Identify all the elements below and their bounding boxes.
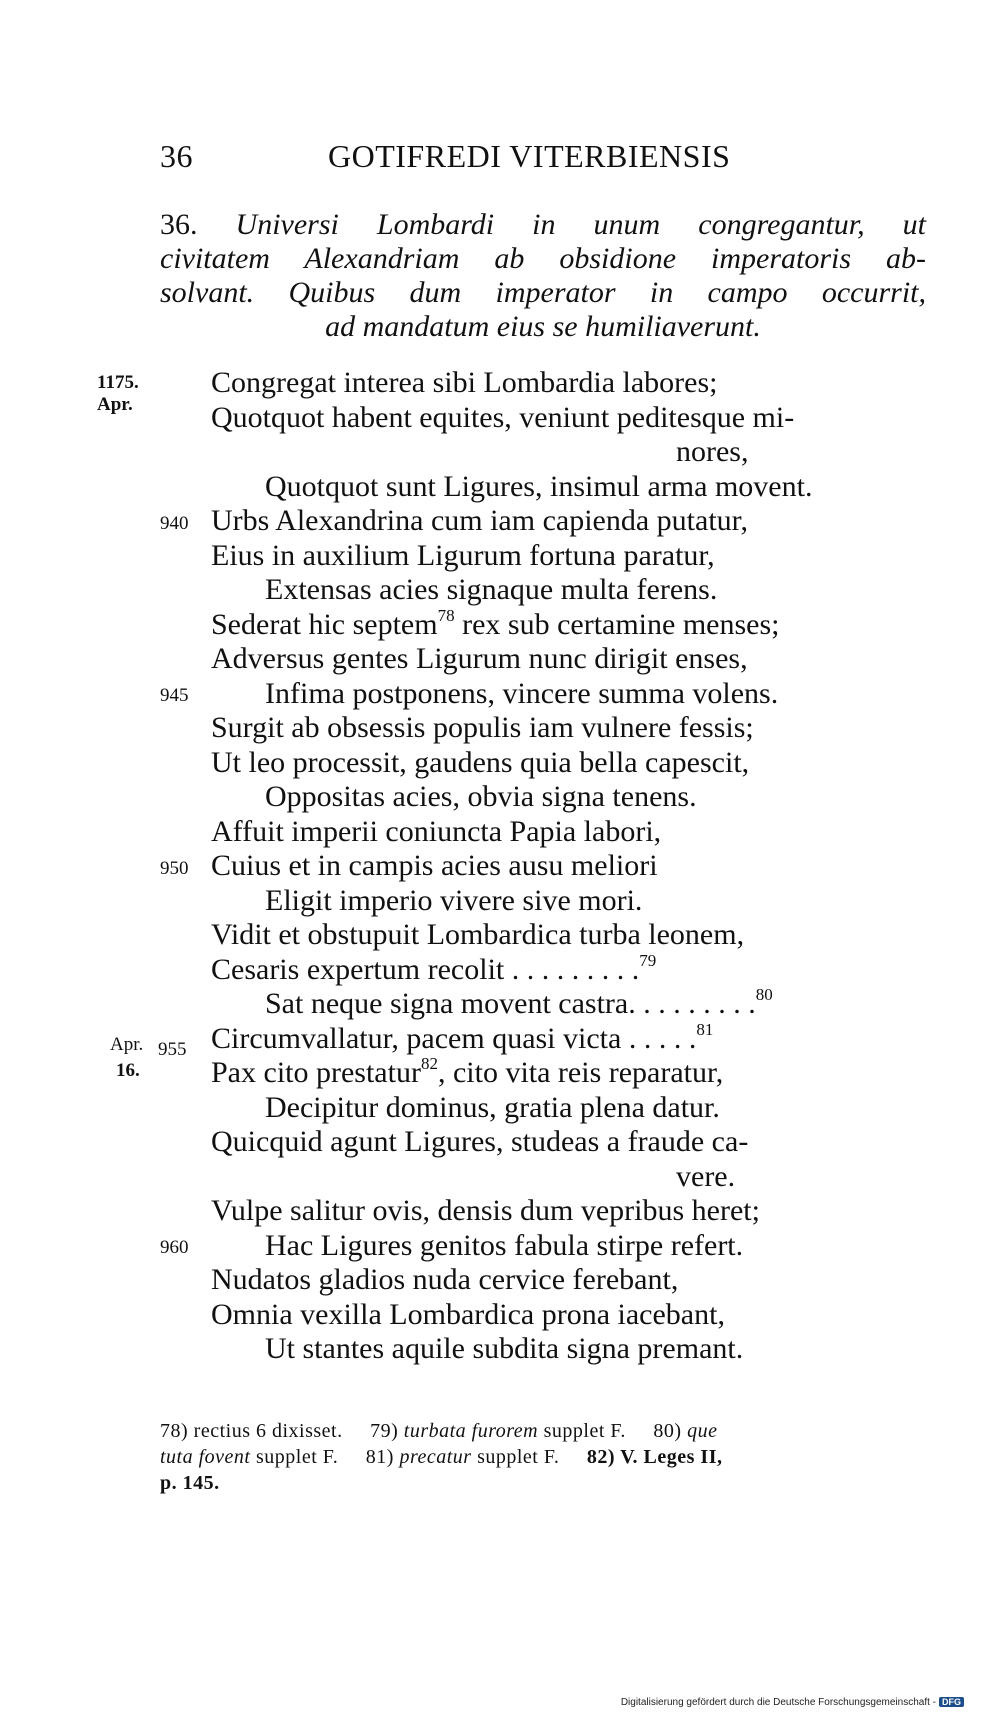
- rubric-line: civitatem Alexandriam ab obsidione imperatoris ab-: [160, 242, 926, 275]
- margin-date-month: Apr.: [110, 1034, 144, 1055]
- footnote-ref-81: 81: [696, 1020, 714, 1039]
- verse-line: Infima postponens, vincere summa volens.: [265, 677, 779, 710]
- verse-line-continuation: vere.: [676, 1160, 736, 1193]
- verse-line: Vidit et obstupuit Lombardica turba leonem,: [211, 918, 745, 951]
- footnotes: [160, 1418, 926, 1496]
- verse-text: rex sub certamine menses;: [454, 608, 780, 641]
- digitization-text: Digitalisierung gefördert durch die Deutsche Forschungsgemeinschaft -: [620, 1697, 936, 1708]
- dfg-logo-icon: DFG: [939, 1697, 964, 1707]
- footnote-80: 80) que: [653, 1420, 718, 1442]
- line-number: 960: [160, 1237, 189, 1258]
- verse-line: Extensas acies signaque multa ferens.: [265, 573, 718, 606]
- verse-line: [265, 987, 773, 1021]
- rubric-line: solvant. Quibus dum imperator in campo occurrit,: [160, 276, 926, 309]
- verse-line: Surgit ab obsessis populis iam vulnere fessis;: [211, 711, 754, 744]
- verse-line: Quotquot habent equites, veniunt peditesque mi-: [211, 401, 795, 434]
- verse-line: Congregat interea sibi Lombardia labores;: [211, 366, 718, 399]
- verse-line: Oppositas acies, obvia signa tenens.: [265, 780, 697, 813]
- verse-text: Cesaris expertum recolit . . . . . . . . .: [211, 953, 640, 986]
- verse-line: Quicquid agunt Ligures, studeas a fraude ca-: [211, 1125, 749, 1158]
- verse-text: Sederat hic septem: [211, 608, 438, 641]
- line-number: 950: [160, 858, 189, 879]
- verse-line: Eius in auxilium Ligurum fortuna paratur,: [211, 539, 715, 572]
- footnote-79: 79) turbata furorem supplet F.: [370, 1420, 626, 1442]
- verse-line: Affuit imperii coniuncta Papia labori,: [211, 815, 662, 848]
- footnote-line: [160, 1418, 926, 1444]
- chapter-number: 36.: [160, 208, 198, 241]
- verse-line: [211, 608, 779, 642]
- page-number: 36: [160, 138, 193, 174]
- verse-line: Ut stantes aquile subdita signa premant.: [265, 1332, 744, 1365]
- verse-line: Decipitur dominus, gratia plena datur.: [265, 1091, 720, 1124]
- verse-line: Cuius et in campis acies ausu meliori: [211, 849, 658, 882]
- footnote-ref-82: 82: [420, 1054, 438, 1073]
- verse-line-continuation: nores,: [676, 435, 749, 468]
- verse-text: Sat neque signa movent castra. . . . . . . . .: [265, 987, 756, 1020]
- digitization-notice: [621, 1697, 964, 1708]
- verse-line: [211, 1056, 723, 1090]
- footnote-line: tuta fovent supplet F. 81) precatur supplet F. 82) V. Leges II,: [160, 1446, 723, 1468]
- footnote-82: 82) V. Leges II,: [586, 1446, 723, 1468]
- line-number: 955: [158, 1039, 187, 1060]
- footnote-line: [160, 1470, 926, 1496]
- line-number: 945: [160, 685, 189, 706]
- margin-year: 1175.: [97, 372, 139, 393]
- footnote-ref-79: 79: [639, 951, 657, 970]
- verse-line: Ut leo processit, gaudens quia bella capescit,: [211, 746, 750, 779]
- rubric-text: Universi Lombardi in unum congregantur, ut: [235, 208, 927, 241]
- verse-line: Vulpe salitur ovis, densis dum vepribus heret;: [211, 1194, 760, 1227]
- verse-line: Quotquot sunt Ligures, insimul arma movent.: [265, 470, 813, 503]
- running-title: GOTIFREDI VITERBIENSIS: [328, 138, 731, 174]
- rubric-line: [160, 208, 926, 242]
- verse-line: [211, 1022, 713, 1056]
- chapter-rubric: [160, 208, 926, 344]
- verse-line: Eligit imperio vivere sive mori.: [265, 884, 643, 917]
- line-number: 940: [160, 513, 189, 534]
- verse-line: Omnia vexilla Lombardica prona iacebant,: [211, 1298, 725, 1331]
- rubric-line: ad mandatum eius se humiliaverunt.: [325, 310, 761, 343]
- verse-text: Circumvallatur, pacem quasi victa . . . . .: [211, 1022, 697, 1055]
- verse-line: Nudatos gladios nuda cervice ferebant,: [211, 1263, 679, 1296]
- footnote-81: 81) precatur supplet F.: [365, 1446, 560, 1468]
- footnote-82-cont: p. 145.: [160, 1472, 220, 1494]
- verse-line: Urbs Alexandrina cum iam capienda putatur,: [211, 504, 748, 537]
- verse-line: [211, 953, 656, 987]
- footnote-ref-80: 80: [755, 985, 773, 1004]
- margin-month: Apr.: [97, 394, 133, 415]
- footnote-78: 78) rectius 6 dixisset.: [160, 1420, 343, 1442]
- verse-text: , cito vita reis reparatur,: [437, 1056, 724, 1089]
- verse-line: Hac Ligures genitos fabula stirpe refert.: [265, 1229, 744, 1262]
- footnote-80-cont: tuta fovent: [160, 1446, 251, 1468]
- margin-date-day: 16.: [116, 1060, 140, 1081]
- verse-line: Adversus gentes Ligurum nunc dirigit enses,: [211, 642, 748, 675]
- verse-text: Pax cito prestatur: [211, 1056, 421, 1089]
- footnote-ref-78: 78: [437, 606, 455, 625]
